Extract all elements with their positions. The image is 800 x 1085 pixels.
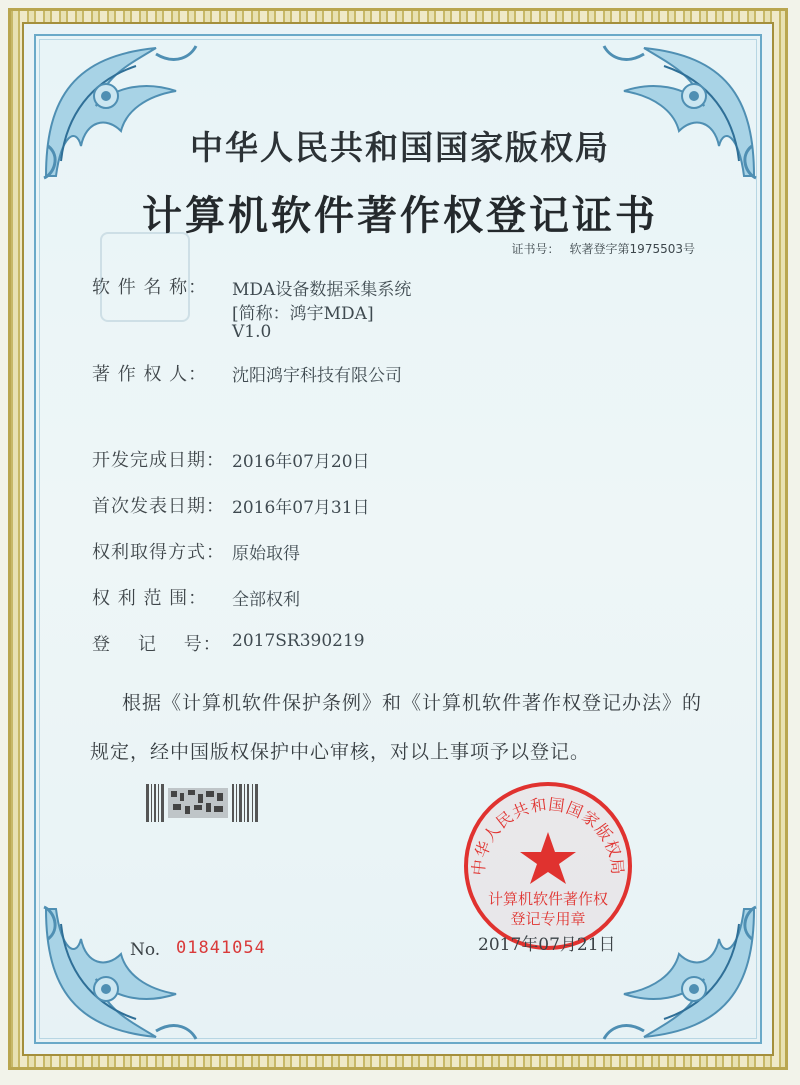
certificate-number-label: 证书号： [511, 242, 560, 256]
serial-label: No. [130, 940, 161, 960]
registration-number-value: 2017SR390219 [232, 631, 365, 651]
official-seal [462, 780, 634, 952]
publication-date-value: 2016年07月31日 [232, 498, 370, 518]
rights-scope-value: 全部权利 [232, 590, 300, 610]
statement-line-2: 规定，经中国版权保护中心审核，对以上事项予以登记。 [90, 741, 591, 763]
software-short-name: [简称：鸿宇MDA] [232, 304, 374, 324]
certificate-number-value: 软著登字第1975503号 [569, 242, 695, 256]
barcode-icon [146, 784, 260, 822]
seal-text-line-2: 登记专用章 [510, 910, 586, 928]
software-version: V1.0 [232, 322, 272, 342]
development-date-label: 开发完成日期： [92, 450, 225, 471]
corner-ornament-icon [36, 899, 206, 1049]
software-name-value: MDA设备数据采集系统 [232, 280, 412, 300]
statement-line-1: 根据《计算机软件保护条例》和《计算机软件著作权登记办法》的 [122, 692, 703, 714]
copyright-owner-label: 著 作 权 人： [92, 364, 208, 385]
certificate-number [512, 240, 695, 257]
copyright-owner-value: 沈阳鸿宇科技有限公司 [232, 366, 402, 386]
acquisition-method-value: 原始取得 [232, 544, 300, 564]
seal-text-line-1: 计算机软件著作权 [487, 890, 608, 908]
issuing-authority: 中华人民共和国国家版权局 [190, 128, 610, 167]
rights-scope-label: 权 利 范 围： [92, 588, 208, 609]
issue-date: 2017年07月21日 [478, 935, 616, 955]
acquisition-method-label: 权利取得方式： [92, 542, 225, 563]
seal-ring-text: 中华人民共和国国家版权局 [468, 794, 628, 877]
registration-number-label: 登 记 号： [92, 634, 222, 655]
serial-number: 01841054 [176, 938, 266, 958]
development-date-value: 2016年07月20日 [232, 452, 370, 472]
software-name-label: 软 件 名 称： [92, 277, 208, 298]
publication-date-label: 首次发表日期： [92, 496, 225, 517]
certificate-title: 计算机软件著作权登记证书 [142, 193, 658, 239]
